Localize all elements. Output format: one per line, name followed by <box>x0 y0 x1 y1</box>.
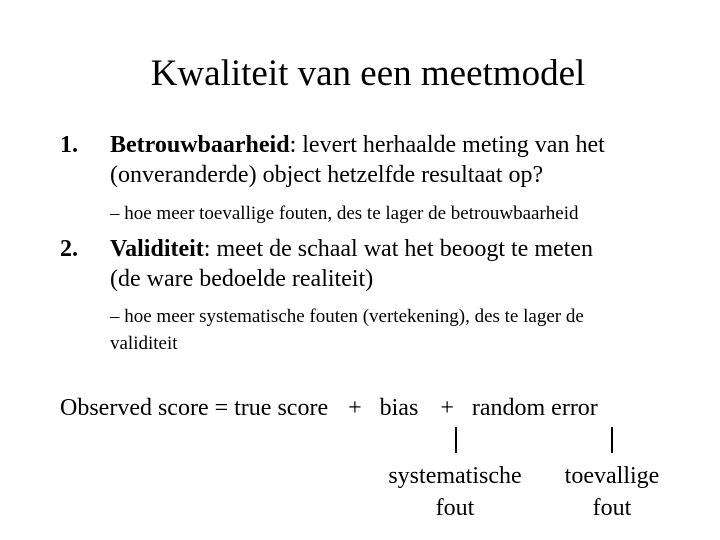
formula-random-error: random error <box>471 395 598 421</box>
formula-plus-1: + <box>348 395 362 421</box>
bias-label-line1: systematische <box>388 463 522 489</box>
formula-plus-2: + <box>440 395 454 421</box>
random-label-line1: toevallige <box>564 463 660 489</box>
slide-title: Kwaliteit van een meetmodel <box>150 53 586 94</box>
item-1-line1-rest: : levert herhaalde meting van het <box>289 132 605 158</box>
formula-bias: bias <box>379 395 419 421</box>
bias-connector-line <box>455 427 457 453</box>
item-2-sub-line2: validiteit <box>110 333 178 354</box>
item-2-line1-rest: : meet de schaal wat het beoogt te meten <box>203 236 593 262</box>
item-2-sub-line1: – hoe meer systematische fouten (vertekening), des te lager de <box>110 306 584 327</box>
item-1-line1 <box>110 130 605 160</box>
item-2-number: 2. <box>60 236 78 262</box>
formula <box>60 390 598 426</box>
item-1-term: Betrouwbaarheid <box>110 132 290 158</box>
item-2-line1 <box>110 234 593 264</box>
item-2-line2: (de ware bedoelde realiteit) <box>110 266 374 292</box>
item-1-sub: – hoe meer toevallige fouten, des te lager de betrouwbaarheid <box>110 203 579 224</box>
formula-observed: Observed score = true score <box>60 395 329 421</box>
random-label-line2: fout <box>592 495 632 521</box>
bias-label-line2: fout <box>435 495 475 521</box>
item-1-line2: (onveranderde) object hetzelfde resultaat op? <box>110 162 544 188</box>
item-1-number: 1. <box>60 132 78 158</box>
item-2-term: Validiteit <box>110 236 204 262</box>
random-connector-line <box>611 427 613 453</box>
